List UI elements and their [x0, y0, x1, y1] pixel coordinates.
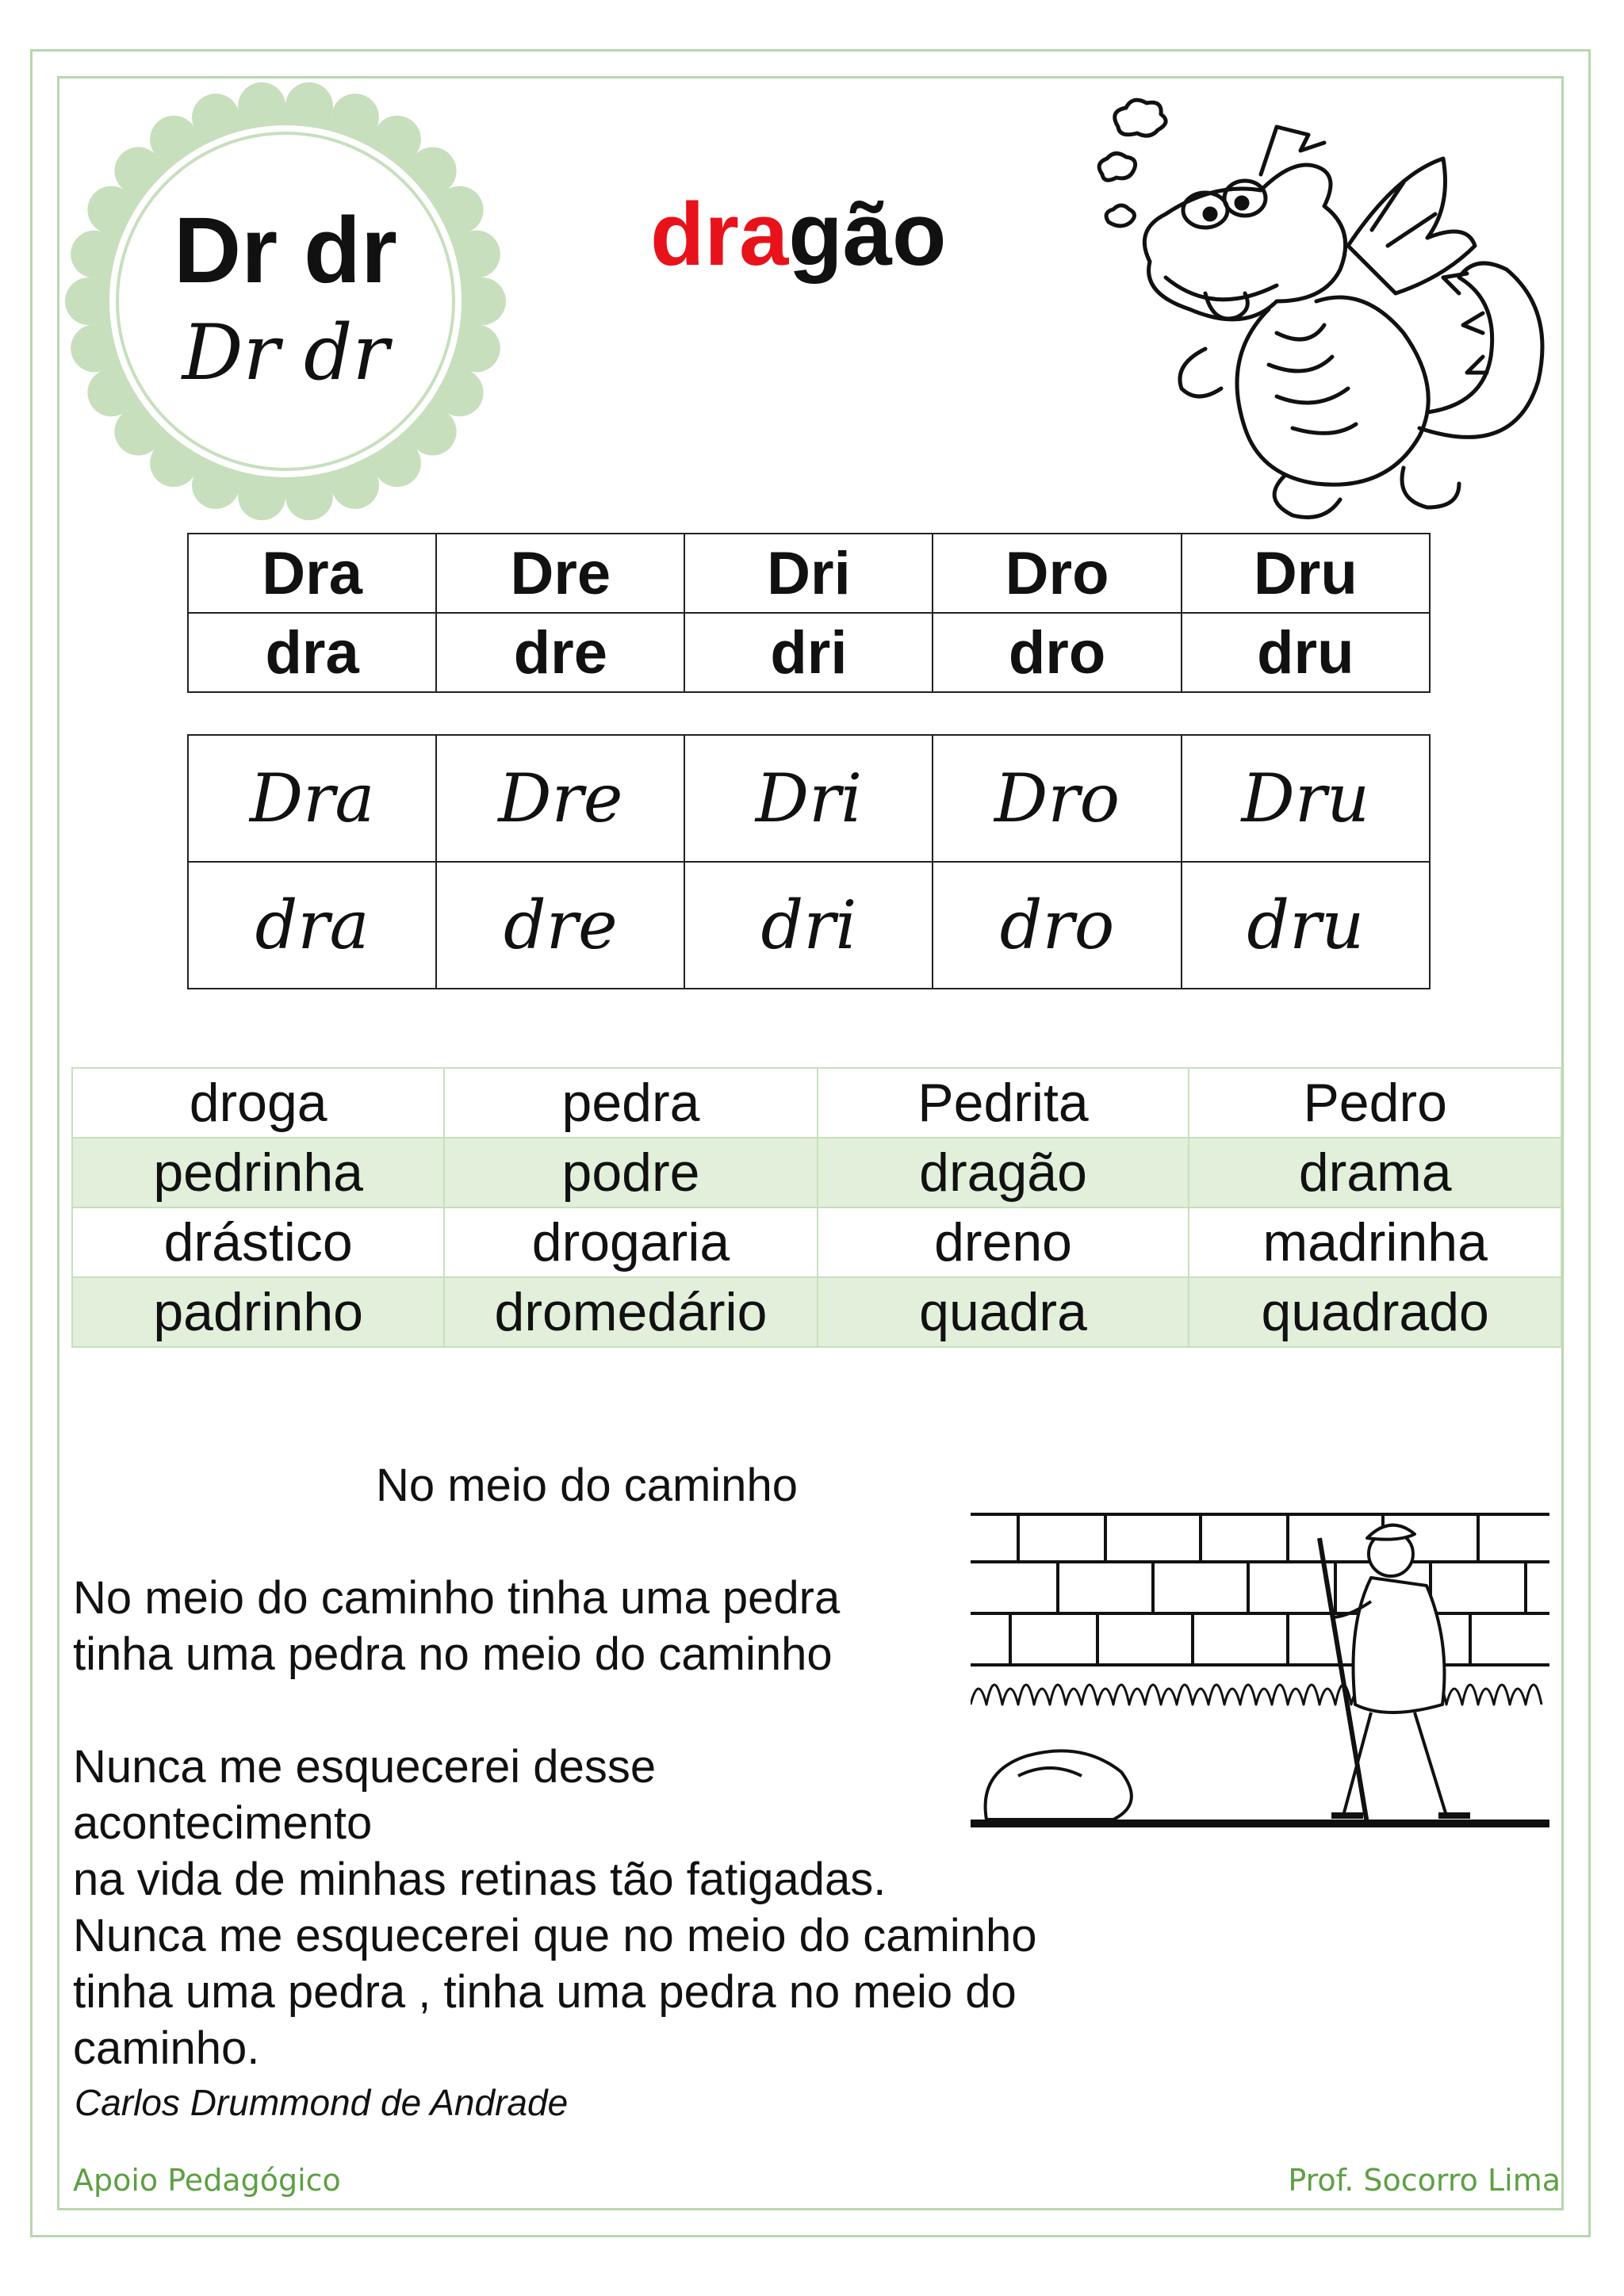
word-cell: dreno	[818, 1207, 1189, 1277]
word-cell: drástico	[72, 1207, 444, 1277]
cursive-cell: dra	[188, 862, 436, 989]
walker-stone-illustration	[971, 1506, 1549, 1847]
word-cell: dragão	[818, 1138, 1189, 1207]
syllable-table-cursive	[187, 734, 1431, 989]
poem-line: Nunca me esquecerei que no meio do caminho	[73, 1910, 1037, 1961]
word-cell: droga	[72, 1068, 444, 1138]
footer-left: Apoio Pedagógico	[73, 2163, 341, 2198]
word-cell: quadra	[818, 1277, 1189, 1347]
syllable-cell: Dre	[436, 534, 684, 613]
poem-line: na vida de minhas retinas tão fatigadas.	[73, 1854, 887, 1905]
poem-title: No meio do caminho	[376, 1460, 798, 1511]
word-cell: Pedrita	[818, 1068, 1189, 1138]
word-cell: drama	[1189, 1138, 1561, 1207]
poem-author: Carlos Drummond de Andrade	[75, 2082, 569, 2123]
syllable-cell: dre	[436, 613, 684, 692]
title-rest: gão	[788, 185, 947, 284]
word-row	[72, 1277, 1561, 1347]
cursive-cell: Dre	[436, 735, 684, 862]
syllable-cell: Dra	[188, 534, 436, 613]
dragon-illustration	[1086, 95, 1570, 531]
syllable-cell: dru	[1182, 613, 1430, 692]
word-cell: drogaria	[444, 1207, 817, 1277]
poem-line: acontecimento	[73, 1797, 373, 1849]
syllable-table-print	[187, 533, 1431, 693]
word-cell: quadrado	[1189, 1277, 1561, 1347]
word-cell: Pedro	[1189, 1068, 1561, 1138]
word-row	[72, 1138, 1561, 1207]
syllable-cell: dra	[188, 613, 436, 692]
footer-right: Prof. Socorro Lima	[1288, 2163, 1561, 2198]
cursive-cell: Dri	[684, 735, 933, 862]
smoke-puffs	[1099, 100, 1166, 226]
word-row	[72, 1068, 1561, 1138]
poem-line: No meio do caminho tinha uma pedra	[73, 1572, 841, 1624]
syllable-row-lower	[188, 613, 1430, 692]
syllable-row-upper	[188, 534, 1430, 613]
syllable-cell: dro	[933, 613, 1181, 692]
cursive-cell: dru	[1182, 862, 1430, 989]
word-cell: pedrinha	[72, 1138, 444, 1207]
syllable-cell: Dru	[1182, 534, 1430, 613]
poem-line: caminho.	[73, 2022, 260, 2074]
syllable-cell: Dri	[684, 534, 933, 613]
poem-line: tinha uma pedra no meio do caminho	[73, 1628, 833, 1680]
cursive-cell: Dru	[1182, 735, 1430, 862]
cursive-cell: dro	[933, 862, 1181, 989]
cursive-cell: Dra	[188, 735, 436, 862]
badge-print-letters: Dr dr	[174, 198, 397, 303]
word-cell: padrinho	[72, 1277, 444, 1347]
word-cell: madrinha	[1189, 1207, 1561, 1277]
cursive-cell: dre	[436, 862, 684, 989]
word-table	[71, 1067, 1562, 1348]
word-cell: podre	[444, 1138, 817, 1207]
poem-line: tinha uma pedra , tinha uma pedra no meio do	[73, 1966, 1017, 2018]
title-highlight: dra	[650, 185, 789, 284]
word-cell: dromedário	[444, 1277, 817, 1347]
syllable-cell: Dro	[933, 534, 1181, 613]
badge-text	[63, 79, 508, 523]
cursive-cell: Dro	[933, 735, 1181, 862]
cursive-row-lower	[188, 862, 1430, 989]
poem-line: Nunca me esquecerei desse	[73, 1741, 657, 1793]
dragon-tail	[1419, 263, 1542, 437]
word-cell: pedra	[444, 1068, 817, 1138]
syllable-cell: dri	[684, 613, 933, 692]
dragon-body	[1237, 297, 1428, 484]
cursive-cell: dri	[684, 862, 933, 989]
word-row	[72, 1207, 1561, 1277]
dragon-wing	[1348, 159, 1475, 293]
badge-cursive-letters: Dr dr	[182, 308, 389, 397]
cursive-row-upper	[188, 735, 1430, 862]
title-word	[650, 185, 947, 284]
